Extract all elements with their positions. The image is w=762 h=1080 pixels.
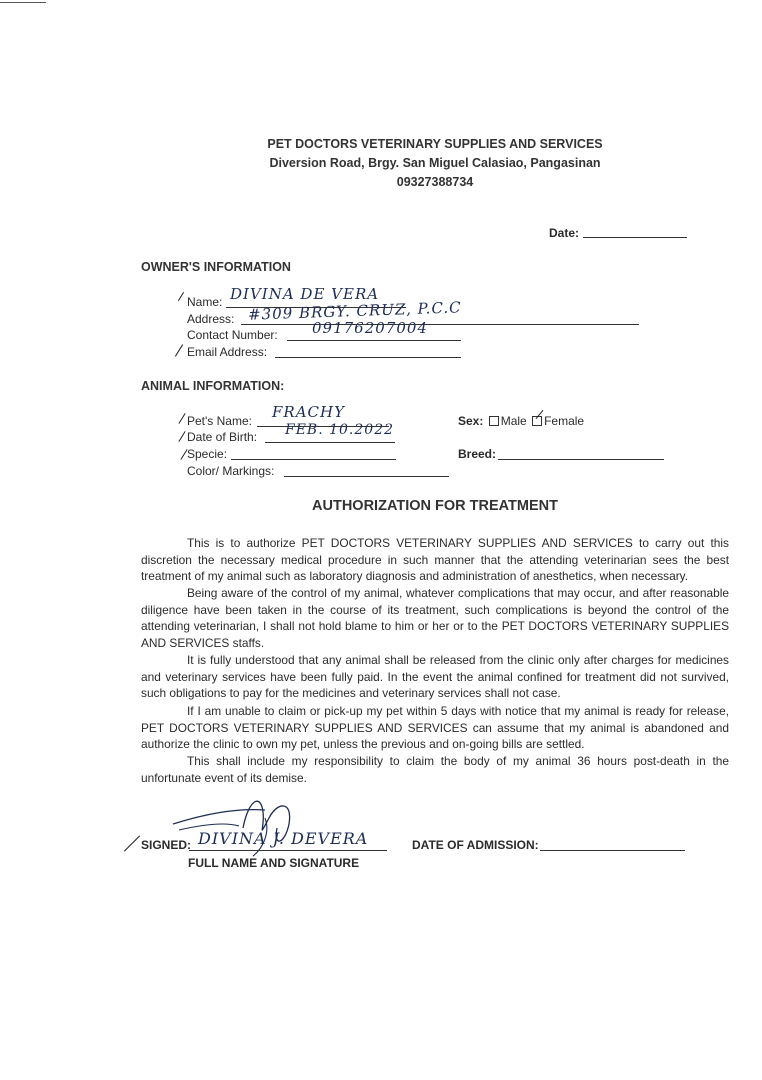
male-label: Male xyxy=(500,414,527,428)
breed-label: Breed: xyxy=(458,447,497,461)
sex-field xyxy=(458,414,584,428)
specie-label: Specie: xyxy=(187,447,228,461)
check-mark xyxy=(178,413,185,424)
pet-name-label: Pet's Name: xyxy=(187,414,252,428)
owner-address-handwritten: #309 BRGY. CRUZ, P.C.C xyxy=(247,298,462,324)
dob-field[interactable] xyxy=(265,442,395,443)
authorization-paragraph: It is fully understood that any animal shall be released from the clinic only after charges for medicines and veterinary services have been fully paid. In the event the animal confined for treatment did not survived, such obligations to pay for the medicines and veterinary services shall not case. xyxy=(141,653,729,701)
sex-label: Sex: xyxy=(458,414,484,428)
authorization-title: AUTHORIZATION FOR TREATMENT xyxy=(312,498,558,514)
signed-name-handwritten: DIVINA J. DEVERA xyxy=(198,829,369,848)
color-markings-label: Color/ Markings: xyxy=(187,464,275,478)
company-phone: 09327388734 xyxy=(396,175,474,189)
owner-email-field[interactable] xyxy=(275,357,461,358)
dob-handwritten: FEB. 10.2022 xyxy=(285,422,395,438)
signature-caption: FULL NAME AND SIGNATURE xyxy=(188,856,360,870)
check-mark xyxy=(175,344,183,356)
signed-label: SIGNED: xyxy=(141,838,192,852)
owner-name-handwritten: DIVINA DE VERA xyxy=(230,285,380,303)
authorization-paragraph: This is to authorize PET DOCTORS VETERINARY SUPPLIES AND SERVICES to carry out this discretion the necessary medical procedure in such manner that the attending veterinarian sees the best treatment of my animal such as laboratory diagnosis and administration of anesthetics, when necessary. xyxy=(141,536,729,584)
owner-contact-handwritten: 09176207004 xyxy=(312,319,428,337)
authorization-paragraph: Being aware of the control of my animal, whatever complications that may occur, and after reasonable diligence have been taken in the course of its treatment, such complications is beyond the control of the attending veterinarian, I shall not hold blame to him or her or to the PET DOCTORS VETERINARY SUPPLIES AND SERVICES staffs. xyxy=(141,586,729,651)
animal-info-heading: ANIMAL INFORMATION: xyxy=(141,379,285,393)
scan-edge-mark xyxy=(0,2,46,3)
date-of-admission-field[interactable] xyxy=(540,850,685,851)
company-address: Diversion Road, Brgy. San Miguel Calasiao, Pangasinan xyxy=(269,156,601,170)
specie-field[interactable] xyxy=(231,459,396,460)
breed-field[interactable] xyxy=(498,459,664,460)
authorization-paragraph: If I am unable to claim or pick-up my pet within 5 days with notice that my animal is ready for release, PET DOCTORS VETERINARY SUPPLIES AND SERVICES can assume that my animal is abandoned and authorize the clinic to own my pet, unless the previous and on-going bills are settled. xyxy=(141,704,729,752)
male-checkbox[interactable] xyxy=(489,416,499,426)
pet-name-handwritten: FRACHY xyxy=(272,403,345,421)
owner-name-label: Name: xyxy=(187,295,223,309)
female-checkbox[interactable] xyxy=(532,416,542,426)
owner-address-field[interactable] xyxy=(241,324,639,325)
female-label: Female xyxy=(544,414,585,428)
check-mark xyxy=(178,292,184,301)
check-mark xyxy=(178,431,185,442)
checkbox-check-mark xyxy=(536,410,544,419)
owner-email-label: Email Address: xyxy=(187,345,268,359)
dob-label: Date of Birth: xyxy=(187,430,258,444)
date-of-admission-label: DATE OF ADMISSION: xyxy=(412,838,539,852)
signature-field[interactable] xyxy=(189,850,387,851)
color-markings-field[interactable] xyxy=(284,476,449,477)
check-mark xyxy=(124,835,140,851)
owner-info-heading: OWNER'S INFORMATION xyxy=(141,260,291,274)
owner-contact-field[interactable] xyxy=(287,340,461,341)
date-field[interactable] xyxy=(583,237,687,238)
company-name: PET DOCTORS VETERINARY SUPPLIES AND SERVICES xyxy=(267,137,603,151)
owner-contact-label: Contact Number: xyxy=(187,328,278,342)
owner-address-label: Address: xyxy=(187,312,235,326)
authorization-paragraph: This shall include my responsibility to claim the body of my animal 36 hours post-death in the unfortunate event of its demise. xyxy=(141,754,729,785)
date-label: Date: xyxy=(549,226,580,240)
